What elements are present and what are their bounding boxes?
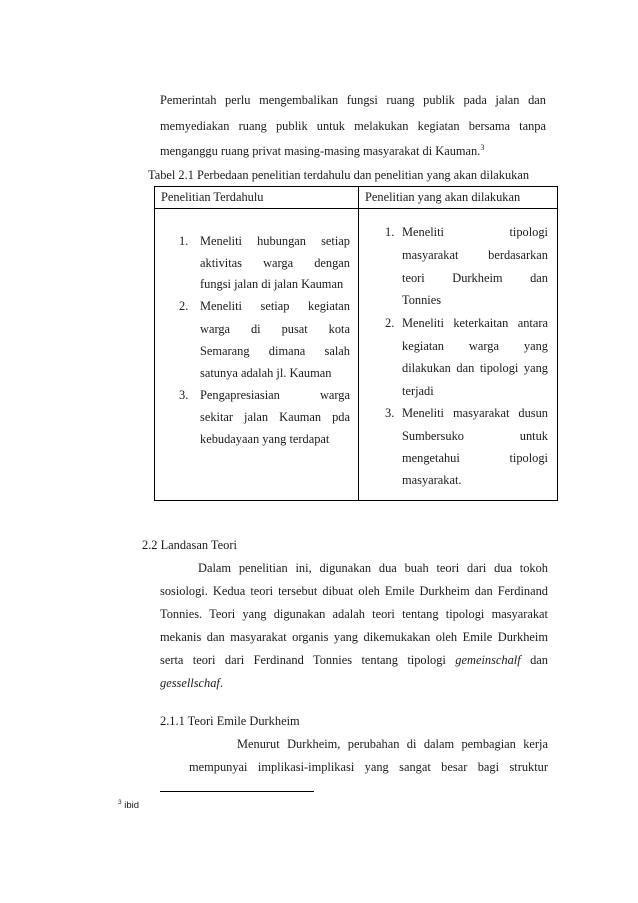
left-item-2-line-1: Meneliti setiap kegiatan (200, 299, 350, 313)
right-item-1-line-3: teori Durkheim dan (402, 271, 548, 285)
right-item-1-line-2: masyarakat berdasarkan (402, 248, 548, 262)
left-item-1-line-2: aktivitas warga dengan (200, 256, 350, 270)
left-item-1-number: 1. (179, 234, 189, 248)
right-item-1-number: 1. (385, 225, 395, 239)
section-line-1: Dalam penelitian ini, digunakan dua buah teori dari dua tokoh (198, 561, 548, 575)
table-header-previous: Penelitian Terdahulu (161, 190, 264, 204)
right-item-2-number: 2. (385, 316, 395, 330)
subsection-line-1: Menurut Durkheim, perubahan di dalam pembagian kerja (237, 737, 548, 751)
subsection-line-2: mempunyai implikasi-implikasi yang sangat besar bagi struktur (189, 760, 548, 774)
right-item-3-line-4: masyarakat. (402, 473, 462, 487)
right-item-2-line-2: kegiatan warga yang (402, 339, 548, 353)
right-item-3-line-2: Sumbersuko untuk (402, 429, 548, 443)
section-line-5: serta teori dari Ferdinand Tonnies tentang tipologi gemeinschalf dan (160, 653, 548, 667)
left-item-3-line-1: Pengapresiasian warga (200, 388, 350, 402)
left-item-1-line-1: Meneliti hubungan setiap (200, 234, 350, 248)
section-line-3: Tonnies. Teori yang digunakan adalah teori tentang tipologi masyarakat (160, 607, 548, 621)
intro-line-3: menganggu ruang privat masing-masing masyarakat di Kauman.$^3$ (160, 142, 485, 158)
section-line-4: mekanis dan masyarakat organis yang dikemukakan oleh Emile Durkheim (160, 630, 548, 644)
comparison-table (154, 186, 558, 501)
right-item-2-line-1: Meneliti keterkaitan antara (402, 316, 548, 330)
table-header-current: Penelitian yang akan dilakukan (365, 190, 521, 204)
intro-line-1: Pemerintah perlu mengembalikan fungsi ruang publik pada jalan dan (160, 93, 546, 107)
right-item-2-line-4: terjadi (402, 384, 434, 398)
left-item-2-line-2: warga di pusat kota (200, 322, 350, 336)
right-item-1-line-4: Tonnies (402, 293, 442, 307)
section-heading: 2.2 Landasan Teori (142, 538, 237, 552)
section-line-2: sosiologi. Kedua teori tersebut dibuat oleh Emile Durkheim dan Ferdinand (160, 584, 548, 598)
left-item-2-number: 2. (179, 299, 189, 313)
left-item-2-line-4: satunya adalah jl. Kauman (200, 366, 332, 380)
intro-line-2: memyediakan ruang publik untuk melakukan kegiatan bersama tanpa (160, 119, 546, 133)
left-item-3-number: 3. (179, 388, 189, 402)
left-item-1-line-3: fungsi jalan di jalan Kauman (200, 277, 344, 291)
footnote-separator (160, 791, 314, 792)
footnote: $^3$ ibid (118, 798, 140, 811)
right-item-3-line-3: mengetahui tipologi (402, 451, 548, 465)
right-item-2-line-3: dilakukan dan tipologi yang (402, 361, 548, 375)
left-item-2-line-3: Semarang dimana salah (200, 344, 350, 358)
right-item-3-number: 3. (385, 406, 395, 420)
left-item-3-line-3: kebudayaan yang terdapat (200, 432, 330, 446)
left-item-3-line-2: sekitar jalan Kauman pda (200, 410, 350, 424)
subsection-heading: 2.1.1 Teori Emile Durkheim (160, 714, 300, 728)
table-caption: Tabel 2.1 Perbedaan penelitian terdahulu dan penelitian yang akan dilakukan (148, 168, 530, 182)
right-item-1-line-1: Meneliti tipologi (402, 225, 548, 239)
section-line-6: gessellschaf. (160, 676, 223, 690)
footnote-ref: 3 (480, 142, 485, 152)
right-item-3-line-1: Meneliti masyarakat dusun (402, 406, 548, 420)
